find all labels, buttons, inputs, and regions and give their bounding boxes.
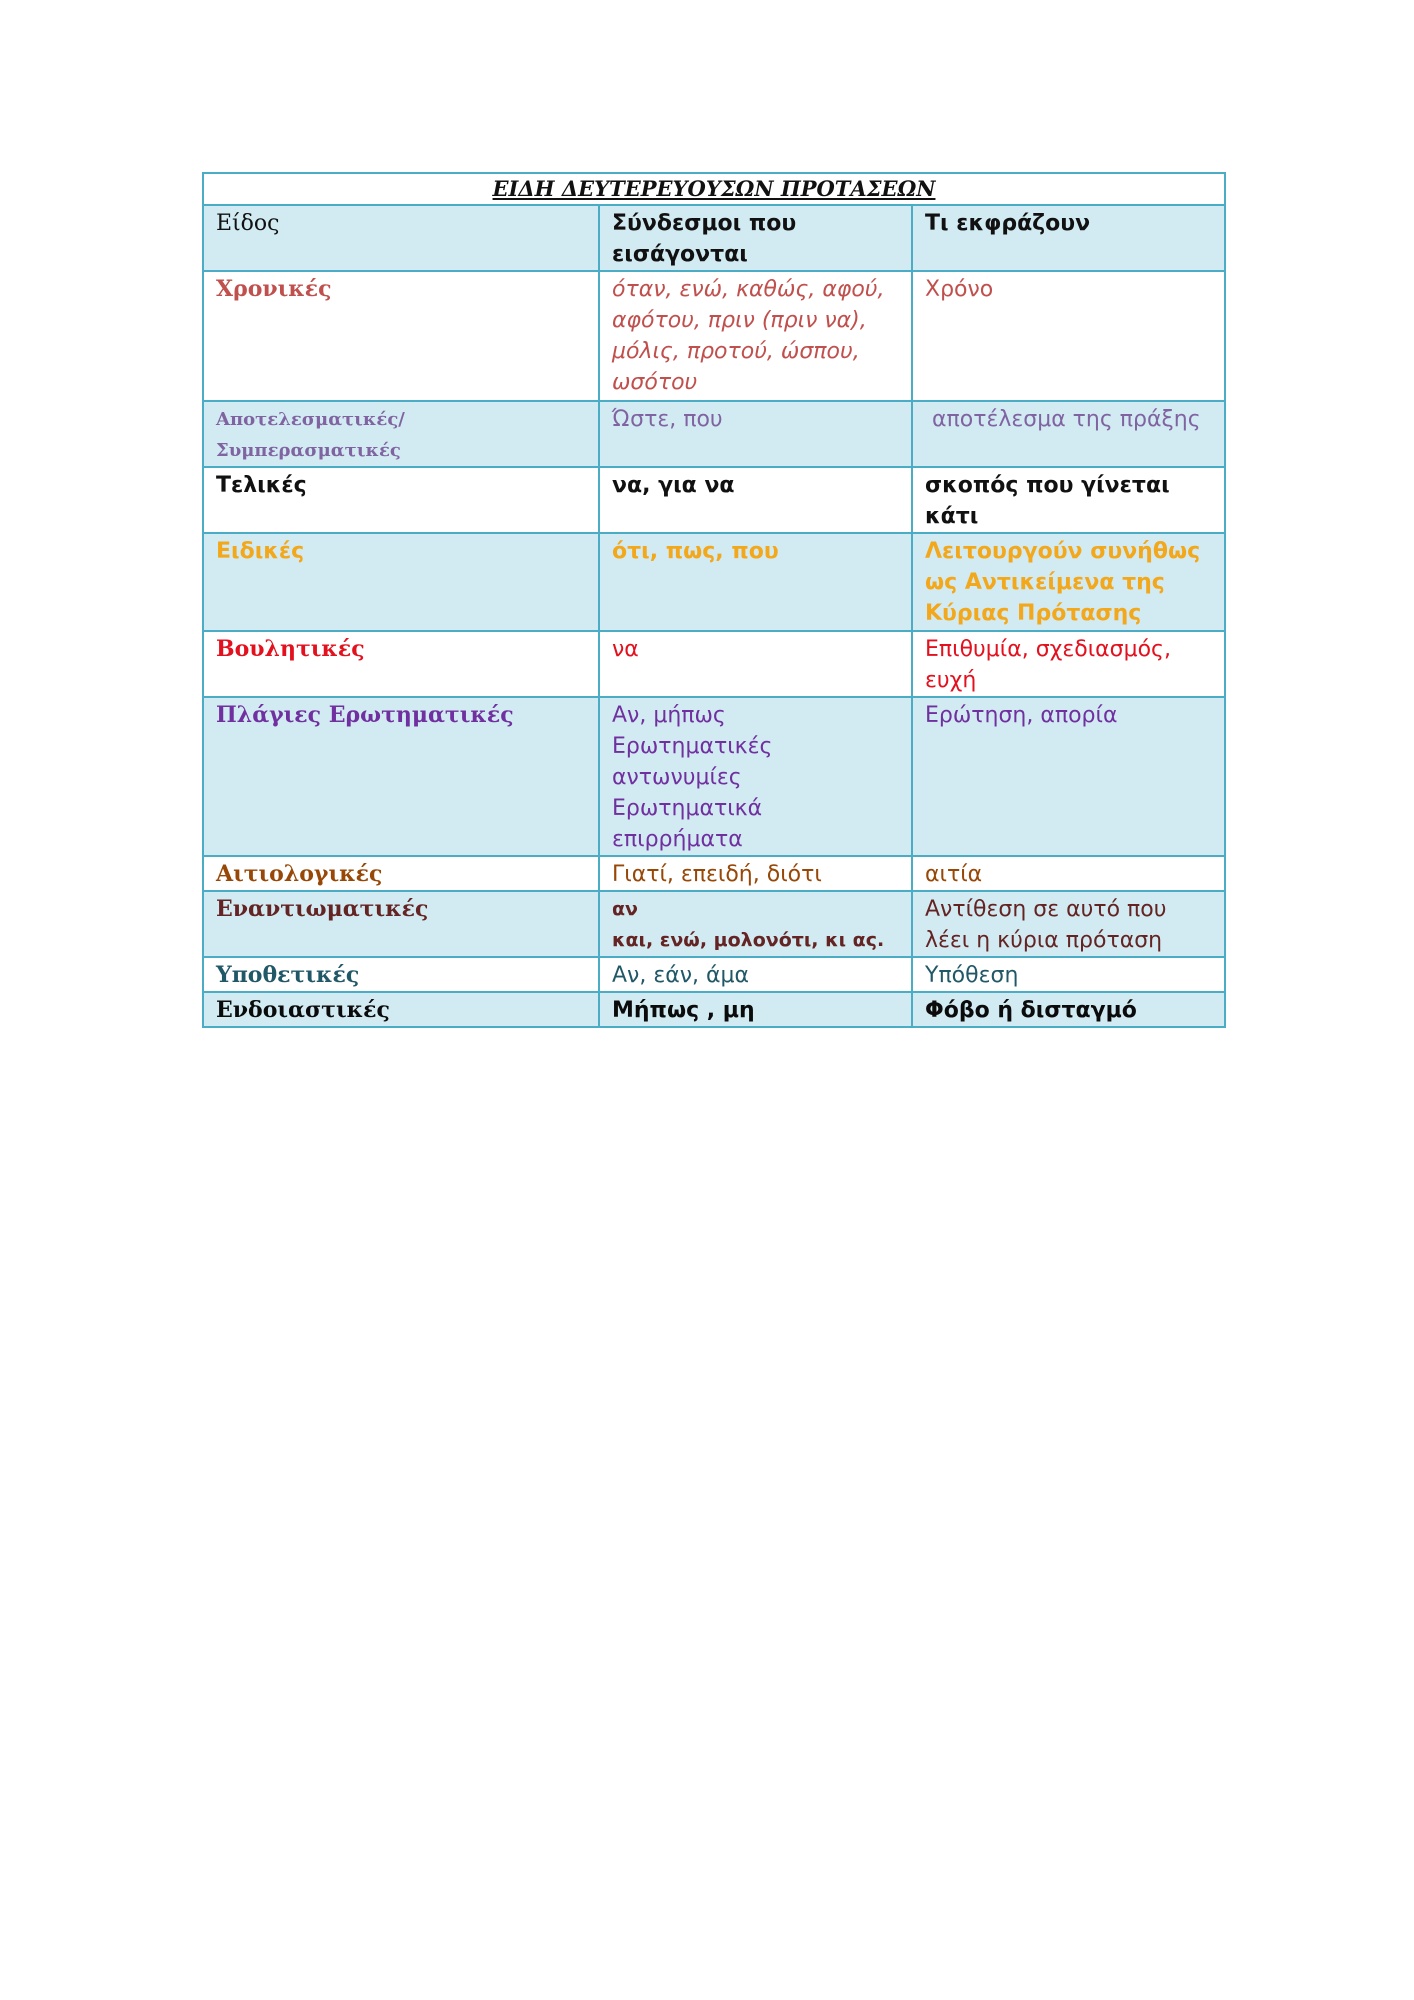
row-type: Βουλητικές: [203, 631, 599, 697]
table-row: [203, 467, 1225, 533]
row-type: Αιτιολογικές: [203, 856, 599, 891]
row-expresses: Υπόθεση: [912, 957, 1225, 992]
table-title-row: [203, 173, 1225, 205]
conjunction-line: και, ενώ, μολονότι, κι ας.: [612, 929, 885, 951]
row-expresses: Αντίθεση σε αυτό που λέει η κύρια πρόταση: [912, 891, 1225, 957]
row-conjunctions: Μήπως , μη: [599, 992, 912, 1027]
row-expresses: Λειτουργούν συνήθως ως Αντικείμενα της Κύριας Πρότασης: [912, 533, 1225, 631]
row-type: Ειδικές: [203, 533, 599, 631]
header-type: Είδος: [203, 205, 599, 271]
table-row: [203, 697, 1225, 856]
conjunction-line: Ερωτηματικές αντωνυμίες: [612, 734, 773, 790]
row-type: Πλάγιες Ερωτηματικές: [203, 697, 599, 856]
table-title: ΕΙΔΗ ΔΕΥΤΕΡΕΥΟΥΣΩΝ ΠΡΟΤΑΣΕΩΝ: [203, 173, 1225, 205]
row-type: Υποθετικές: [203, 957, 599, 992]
row-conjunctions: Ώστε, που: [599, 401, 912, 467]
row-expresses: σκοπός που γίνεται κάτι: [912, 467, 1225, 533]
row-conjunctions: [599, 697, 912, 856]
row-conjunctions: όταν, ενώ, καθώς, αφού, αφότου, πριν (πριν να), μόλις, προτού, ώσπου, ωσότου: [599, 271, 912, 401]
row-expresses: Φόβο ή δισταγμό: [912, 992, 1225, 1027]
row-conjunctions: Γιατί, επειδή, διότι: [599, 856, 912, 891]
table-row: [203, 271, 1225, 401]
clause-types-table: [202, 172, 1226, 1028]
row-type: Τελικές: [203, 467, 599, 533]
row-conjunctions: ότι, πως, που: [599, 533, 912, 631]
table-row: [203, 891, 1225, 957]
row-conjunctions: να, για να: [599, 467, 912, 533]
conjunction-line: Αν, μήπως: [612, 703, 726, 728]
table-row: [203, 401, 1225, 467]
row-conjunctions: Αν, εάν, άμα: [599, 957, 912, 992]
conjunction-line: αν: [612, 898, 638, 920]
row-expresses: Ερώτηση, απορία: [912, 697, 1225, 856]
row-conjunctions: να: [599, 631, 912, 697]
table-row: [203, 957, 1225, 992]
row-conjunctions: [599, 891, 912, 957]
table-header-row: [203, 205, 1225, 271]
row-expresses: Χρόνο: [912, 271, 1225, 401]
table-row: [203, 992, 1225, 1027]
row-expresses: αιτία: [912, 856, 1225, 891]
row-type: Αποτελεσματικές/Συμπερασματικές: [203, 401, 599, 467]
conjunction-line: Ερωτηματικά επιρρήματα: [612, 796, 763, 852]
table-row: [203, 533, 1225, 631]
row-expresses: Επιθυμία, σχεδιασμός, ευχή: [912, 631, 1225, 697]
table-row: [203, 856, 1225, 891]
row-type: Εναντιωματικές: [203, 891, 599, 957]
row-expresses: αποτέλεσμα της πράξης: [912, 401, 1225, 467]
header-conjunctions: Σύνδεσμοι που εισάγονται: [599, 205, 912, 271]
row-type: Χρονικές: [203, 271, 599, 401]
header-expresses: Τι εκφράζουν: [912, 205, 1225, 271]
table-row: [203, 631, 1225, 697]
row-type: Ενδοιαστικές: [203, 992, 599, 1027]
